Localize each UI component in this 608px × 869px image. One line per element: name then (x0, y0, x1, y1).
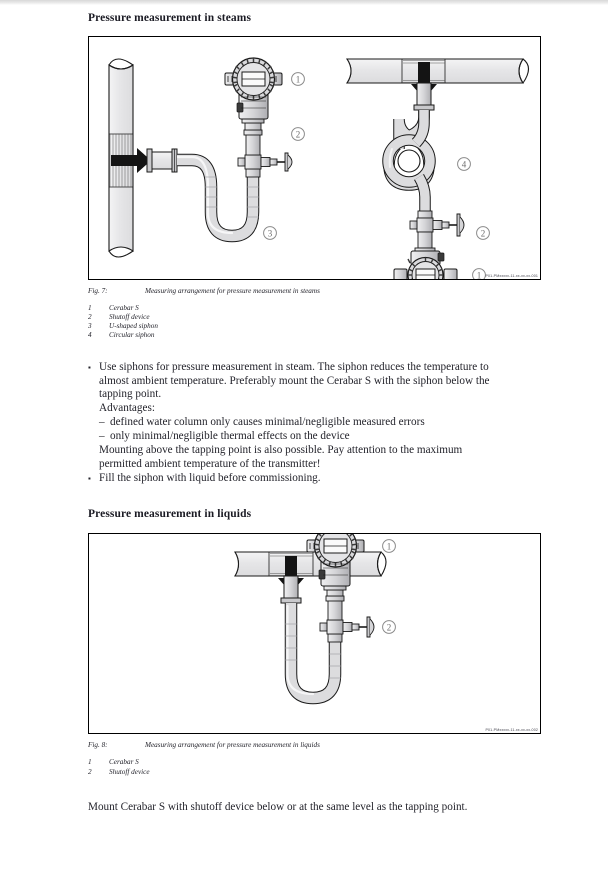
svg-text:2: 2 (386, 622, 392, 633)
figure-7-reference-code: P01-PMxxxxx-11-xx-xx-xx-001 (485, 274, 538, 278)
legend-label: Cerabar S (109, 304, 139, 312)
dash-glyph: – (99, 430, 105, 443)
note-line2: permitted ambient temperature of the transmitter! (99, 458, 321, 471)
figure-7-caption-label: Fig. 7: (88, 287, 108, 295)
legend-item (88, 304, 543, 313)
shutoff-valve-left (238, 153, 292, 171)
figure-8-reference-code: P01-PMxxxxx-11-xx-xx-xx-002 (485, 728, 538, 733)
section-heading-liquids: Pressure measurement in liquids (88, 508, 252, 521)
bullet1-line1: Use siphons for pressure measurement in steam. The siphon reduces the temperature to (99, 360, 489, 373)
legend-label: U-shaped siphon (109, 322, 158, 331)
legend-item (88, 768, 543, 777)
figure-7-drawing (89, 37, 540, 279)
legend-item (88, 313, 543, 322)
advantages-label: Advantages: (99, 402, 155, 415)
figure-7-caption-text: Measuring arrangement for pressure measurement in steams (145, 287, 320, 295)
legend-label: Circular siphon (109, 331, 155, 340)
bullet1-line3: tapping point. (99, 388, 162, 401)
callout-liquids-valve (383, 621, 396, 634)
legend-item (88, 758, 543, 767)
legend-item (88, 322, 543, 331)
figure-7-legend (88, 304, 543, 341)
callout-liquids-transmitter (383, 540, 396, 553)
callout-right-siphon (458, 158, 471, 171)
bullet-glyph: ▪ (88, 362, 91, 372)
bullet1-line2: almost ambient temperature. Preferably mount the Cerabar S with the siphon below the (99, 374, 490, 387)
bullet2-text: Fill the siphon with liquid before commissioning. (99, 472, 321, 485)
svg-text:1: 1 (386, 541, 392, 552)
figure-8-caption-text: Measuring arrangement for pressure measurement in liquids (145, 741, 320, 750)
svg-text:2: 2 (295, 129, 301, 140)
advantage-2-text: only minimal/negligible thermal effects on the device (110, 430, 350, 443)
bullet-glyph: ▪ (88, 474, 91, 484)
advantage-item (99, 416, 543, 430)
callout-right-transmitter (473, 269, 486, 279)
legend-label: Cerabar S (109, 758, 139, 767)
figure-8-caption-label: Fig. 8: (88, 741, 108, 750)
section-heading-steams: Pressure measurement in steams (88, 12, 252, 24)
document-page (88, 0, 543, 813)
callout-left-siphon (264, 227, 277, 240)
callout-left-transmitter (292, 73, 305, 86)
cerabar-transmitter-right (394, 251, 457, 279)
figure-7-frame (88, 36, 541, 280)
callout-left-valve (292, 128, 305, 141)
svg-text:2: 2 (480, 228, 486, 239)
legend-number: 1 (88, 758, 92, 767)
svg-text:1: 1 (476, 270, 482, 279)
svg-text:1: 1 (295, 74, 301, 85)
callout-right-valve (477, 227, 490, 240)
figure-8-frame (88, 533, 541, 734)
closing-paragraph: Mount Cerabar S with shutoff device below or at the same level as the tapping point. (88, 800, 468, 813)
legend-label: Shutoff device (109, 313, 150, 322)
legend-number: 1 (88, 304, 92, 312)
legend-number: 2 (88, 767, 92, 776)
legend-number: 3 (88, 322, 92, 331)
right-arrangement-horizontal-pipe (347, 59, 529, 279)
advantage-1-text: defined water column only causes minimal/negligible measured errors (110, 416, 425, 429)
dash-glyph: – (99, 416, 105, 429)
legend-item (88, 331, 543, 340)
bullet-item-siphon-use (88, 361, 543, 473)
figure-8-drawing (89, 534, 540, 733)
note-line1: Mounting above the tapping point is also possible. Pay attention to the maximum (99, 444, 463, 457)
figure-7-caption (88, 287, 543, 295)
legend-number: 4 (88, 331, 92, 340)
legend-number: 2 (88, 313, 92, 322)
bullet-item-fill-siphon (88, 472, 543, 486)
figure-8-legend (88, 758, 543, 776)
cerabar-transmitter-left (225, 58, 282, 119)
svg-text:4: 4 (461, 159, 467, 170)
left-arrangement-vertical-pipe (109, 58, 304, 257)
figure-8-caption (88, 741, 543, 749)
advantage-item (99, 430, 543, 444)
steam-instructions (88, 361, 543, 487)
legend-label: Shutoff device (109, 767, 150, 776)
svg-text:3: 3 (267, 228, 273, 239)
